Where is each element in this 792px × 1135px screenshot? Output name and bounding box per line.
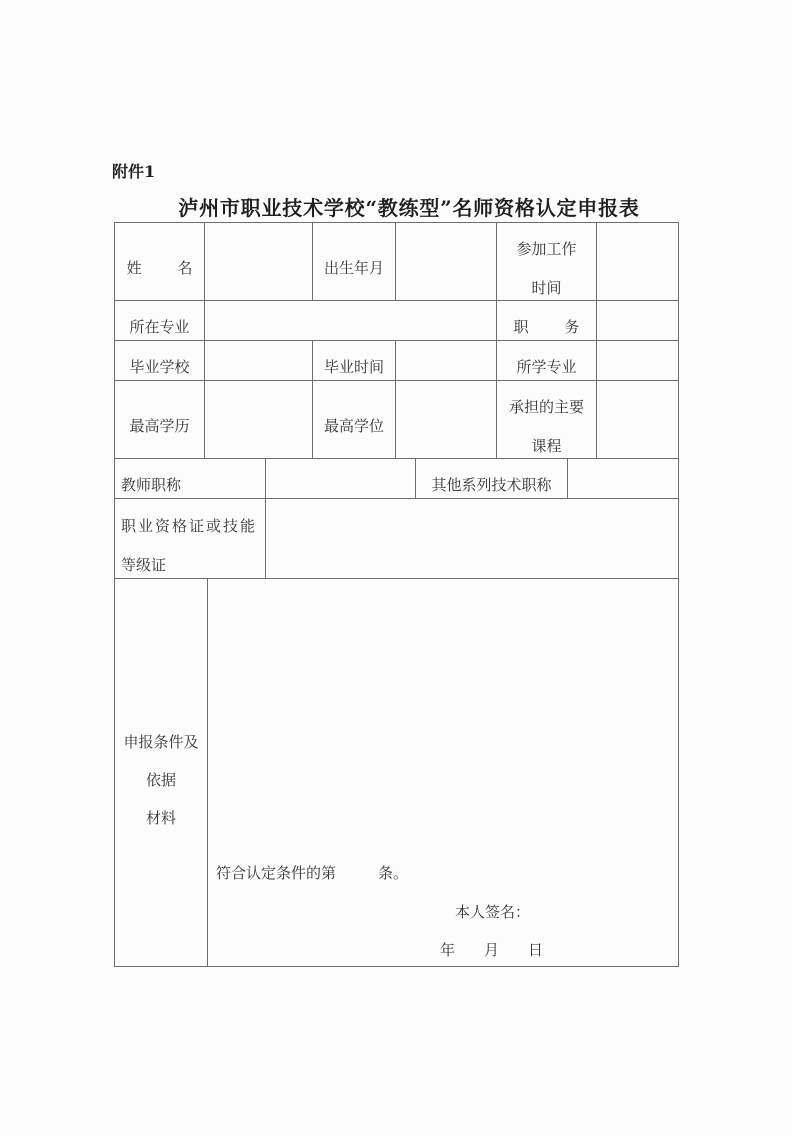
conditions-label-cell xyxy=(114,578,207,966)
work-start-value-cell xyxy=(596,222,678,300)
degree-value-cell xyxy=(395,380,496,458)
grad-time-value-cell xyxy=(395,340,496,380)
other-title-value-cell xyxy=(567,458,678,498)
other-title-label: 其他系列技术职称 xyxy=(431,476,552,494)
meets-condition-suffix: 条。 xyxy=(378,864,409,882)
grad-school-value-cell xyxy=(204,340,312,380)
courses-label-line1: 承担的主要 xyxy=(508,397,584,416)
major-label-cell xyxy=(114,300,204,340)
conditions-label-line1: 申报条件及 xyxy=(123,732,199,751)
work-start-label-line1: 参加工作 xyxy=(516,239,577,258)
teacher-title-label-cell xyxy=(114,458,265,498)
courses-value-cell xyxy=(596,380,678,458)
date-day-label: 日 xyxy=(528,941,544,959)
degree-label: 最高学位 xyxy=(323,417,384,435)
major-value-cell xyxy=(204,300,496,340)
conditions-content-cell xyxy=(207,578,678,966)
grad-school-label-cell xyxy=(114,340,204,380)
grad-time-label-cell xyxy=(312,340,395,380)
date-year-label: 年 xyxy=(440,941,456,959)
birth-label: 出生年月 xyxy=(323,259,384,277)
attachment-label: 附件1 xyxy=(112,162,156,181)
education-label: 最高学历 xyxy=(129,417,190,435)
name-label: 姓 名 xyxy=(126,259,193,277)
work-start-label-cell xyxy=(496,222,596,300)
conditions-label-line3: 材料 xyxy=(145,808,176,827)
certificate-value-cell xyxy=(265,498,678,578)
degree-label-cell xyxy=(312,380,395,458)
date-month-label: 月 xyxy=(484,941,500,959)
application-form-table xyxy=(114,222,679,967)
studied-major-label: 所学专业 xyxy=(516,358,577,376)
form-title: 泸州市职业技术学校“教练型”名师资格认定申报表 xyxy=(178,196,640,220)
position-value-cell xyxy=(596,300,678,340)
name-value-cell xyxy=(204,222,312,300)
certificate-label-line1: 职业资格证或技能 xyxy=(121,516,258,535)
grad-school-label: 毕业学校 xyxy=(129,358,190,376)
education-label-cell xyxy=(114,380,204,458)
grad-time-label: 毕业时间 xyxy=(323,358,384,376)
work-start-label-line2: 时间 xyxy=(531,278,562,297)
education-value-cell xyxy=(204,380,312,458)
birth-value-cell xyxy=(395,222,496,300)
studied-major-value-cell xyxy=(596,340,678,380)
certificate-label-line2: 等级证 xyxy=(121,555,167,574)
major-label: 所在专业 xyxy=(129,318,190,336)
name-label-cell xyxy=(114,222,204,300)
position-label-cell xyxy=(496,300,596,340)
courses-label-cell xyxy=(496,380,596,458)
studied-major-label-cell xyxy=(496,340,596,380)
courses-label-line2: 课程 xyxy=(531,436,562,455)
teacher-title-value-cell xyxy=(265,458,415,498)
teacher-title-label: 教师职称 xyxy=(121,476,182,494)
conditions-label-line2: 依据 xyxy=(145,770,176,789)
other-title-label-cell xyxy=(415,458,567,498)
position-label: 职 务 xyxy=(513,318,580,336)
certificate-label-cell xyxy=(114,498,265,578)
signature-label: 本人签名： xyxy=(455,903,531,921)
birth-label-cell xyxy=(312,222,395,300)
meets-condition-prefix: 符合认定条件的第 xyxy=(216,864,337,882)
